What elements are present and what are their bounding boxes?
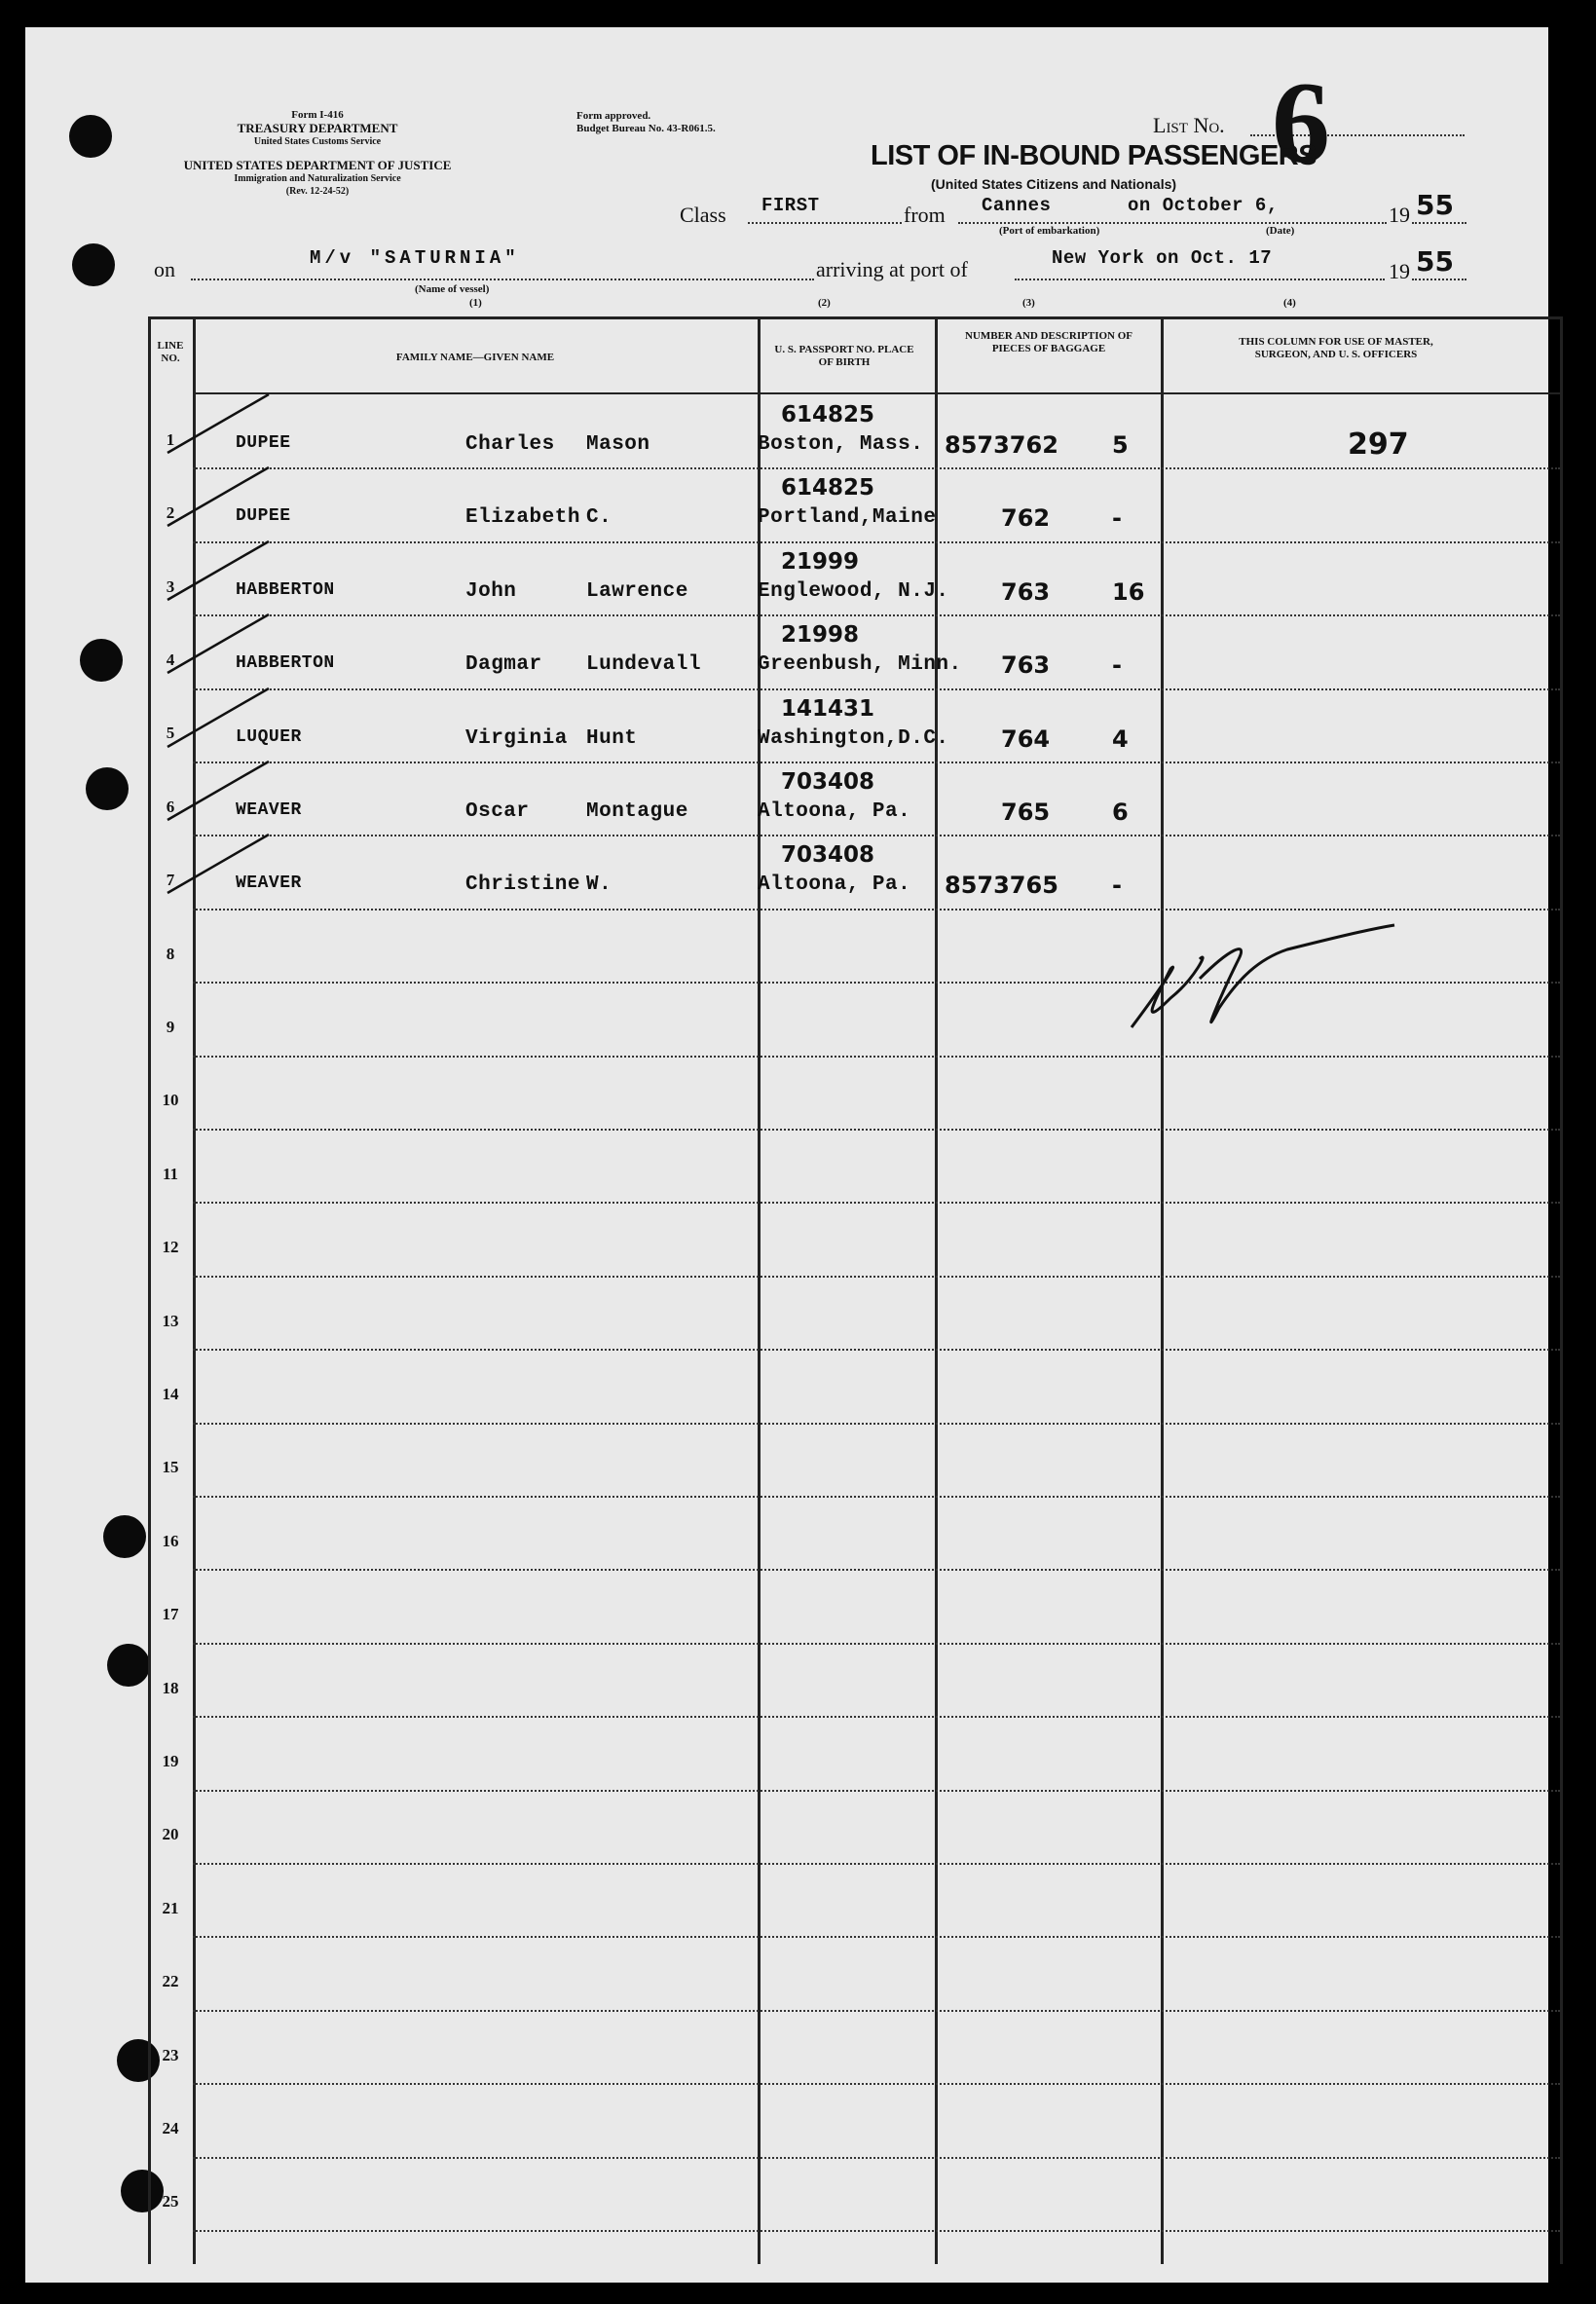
line-number: 12 [162, 1238, 179, 1257]
check-mark-icon [162, 831, 278, 899]
line-number: 6 [166, 797, 175, 816]
baggage-pieces: 4 [1112, 725, 1129, 753]
baggage-pieces: - [1112, 651, 1122, 680]
passport-number: 703408 [781, 842, 875, 869]
punch-hole [107, 1644, 150, 1687]
line-number: 5 [166, 724, 175, 743]
row-rule [193, 614, 1560, 616]
class-label: Class [680, 203, 726, 227]
line-number: 8 [166, 944, 175, 963]
middle-name: C. [586, 506, 612, 530]
col-rule-baggage [1161, 316, 1164, 2264]
line-number: 3 [166, 576, 175, 596]
place-of-birth: Greenbush, Minn. [758, 653, 962, 677]
ticket-number: 763 [1001, 577, 1051, 606]
col-header-name: FAMILY NAME—GIVEN NAME [395, 352, 555, 363]
middle-name: Mason [586, 433, 650, 456]
line-number: 7 [166, 871, 175, 890]
line-number: 24 [162, 2118, 179, 2137]
row-rule [193, 1276, 1560, 1278]
line-number: 20 [162, 1825, 179, 1844]
given-name: Charles [465, 433, 555, 456]
year-line-1 [1412, 222, 1466, 224]
middle-name: Lawrence [586, 579, 688, 603]
line-number: 22 [162, 1972, 179, 1991]
line-number: 25 [162, 2192, 179, 2211]
line-number: 23 [162, 2045, 179, 2064]
form-subtitle: (United States Citizens and Nationals) [931, 176, 1177, 192]
year-prefix-2: 19 [1389, 259, 1410, 283]
form-number: Form I-416 [291, 109, 344, 121]
officer-signature [1102, 920, 1424, 1037]
arriving-label: arriving at port of [816, 257, 968, 281]
middle-name: W. [586, 873, 612, 897]
from-label: from [904, 203, 946, 227]
line-number: 18 [162, 1678, 179, 1697]
line-number: 17 [162, 1605, 179, 1624]
place-of-birth: Altoona, Pa. [758, 873, 911, 897]
arrival-line [1015, 279, 1385, 280]
family-name: DUPEE [236, 506, 291, 527]
family-name: WEAVER [236, 800, 302, 820]
row-rule [193, 2010, 1560, 2012]
check-mark-icon [162, 538, 278, 606]
row-rule [193, 467, 1560, 469]
middle-name: Hunt [586, 726, 638, 750]
date-caption: (Date) [1266, 225, 1295, 237]
col-header-baggage: NUMBER AND DESCRIPTION OF PIECES OF BAGGAGE [964, 330, 1133, 354]
row-rule [193, 1643, 1560, 1645]
line-number: 15 [162, 1458, 179, 1477]
row-rule [193, 1936, 1560, 1938]
vessel-name: M/v "SATURNIA" [310, 247, 520, 269]
row-rule [193, 1349, 1560, 1351]
baggage-pieces: - [1112, 504, 1122, 533]
row-rule [193, 1129, 1560, 1131]
given-name: Christine [465, 873, 580, 897]
row-rule [193, 541, 1560, 543]
line-number: 9 [166, 1017, 175, 1036]
col-rule-right [1560, 316, 1563, 2264]
place-of-birth: Englewood, N.J. [758, 579, 949, 603]
from-line [958, 222, 1387, 224]
form-title: LIST OF IN-BOUND PASSENGERS [871, 140, 1318, 171]
passport-number: 21998 [781, 622, 860, 649]
row-rule [193, 1790, 1560, 1792]
list-number: 6 [1272, 57, 1330, 187]
ticket-number: 764 [1001, 725, 1051, 753]
year-prefix-1: 19 [1389, 203, 1410, 227]
row-rule [193, 762, 1560, 763]
row-rule [193, 1496, 1560, 1498]
baggage-pieces: 5 [1112, 431, 1129, 459]
middle-name: Lundevall [586, 653, 701, 677]
check-mark-icon [162, 390, 278, 459]
col-rule-line [193, 316, 196, 2264]
line-number: 1 [166, 429, 175, 449]
header-bottom-rule [195, 392, 1562, 394]
passport-number: 614825 [781, 475, 875, 502]
justice-dept: UNITED STATES DEPARTMENT OF JUSTICE [183, 158, 452, 172]
line-number: 11 [162, 1164, 179, 1183]
row-rule [193, 1202, 1560, 1204]
passport-number: 614825 [781, 402, 875, 427]
passenger-table [148, 316, 1583, 2284]
vessel-line [191, 279, 814, 280]
col-header-line: LINE NO. [157, 340, 184, 364]
check-mark-icon [162, 464, 278, 532]
given-name: Dagmar [465, 653, 542, 677]
row-rule [193, 1863, 1560, 1865]
class-value: FIRST [761, 195, 820, 216]
row-rule [193, 1423, 1560, 1425]
line-number: 19 [162, 1751, 179, 1770]
row-rule [193, 1569, 1560, 1571]
line-number: 4 [166, 650, 175, 669]
ticket-number: 8573762 [945, 431, 1058, 459]
ticket-number: 8573765 [945, 872, 1058, 900]
ticket-number: 762 [1001, 504, 1051, 533]
embarkation-date: on October 6, [1128, 195, 1279, 216]
family-name: LUQUER [236, 726, 302, 747]
year-1: 55 [1416, 189, 1454, 221]
place-of-birth: Portland,Maine [758, 506, 937, 530]
check-mark-icon [162, 611, 278, 679]
line-number: 21 [162, 1898, 179, 1917]
punch-hole [103, 1515, 146, 1558]
ticket-number: 763 [1001, 651, 1051, 680]
port-embarkation: Cannes [982, 195, 1052, 216]
customs-service: United States Customs Service [253, 136, 382, 147]
family-name: HABBERTON [236, 579, 335, 600]
place-of-birth: Boston, Mass. [758, 433, 924, 456]
treasury-dept: TREASURY DEPARTMENT [237, 121, 398, 135]
arrival-port-date: New York on Oct. 17 [1052, 247, 1273, 269]
baggage-pieces: - [1112, 872, 1122, 900]
row-rule [193, 909, 1560, 910]
baggage-pieces: 16 [1112, 577, 1145, 606]
given-name: Elizabeth [465, 506, 580, 530]
class-line [748, 222, 902, 224]
caption-3: (3) [1022, 297, 1035, 309]
check-mark-icon [162, 685, 278, 753]
col-header-officers: THIS COLUMN FOR USE OF MASTER, SURGEON, AND U. S. OFFICERS [1239, 336, 1433, 360]
passport-number: 21999 [781, 548, 860, 575]
vessel-caption: (Name of vessel) [415, 283, 490, 295]
line-number: 2 [166, 503, 175, 523]
family-name: DUPEE [236, 433, 291, 453]
check-mark-icon [162, 758, 278, 826]
caption-4: (4) [1283, 297, 1296, 309]
col-header-passport: U. S. PASSPORT NO. PLACE OF BIRTH [774, 344, 914, 368]
place-of-birth: Washington,D.C. [758, 726, 949, 750]
row-rule [193, 1716, 1560, 1718]
table-top-rule [148, 316, 1562, 319]
given-name: Oscar [465, 800, 530, 823]
caption-2: (2) [818, 297, 831, 309]
caption-1: (1) [469, 297, 482, 309]
family-name: WEAVER [236, 873, 302, 894]
middle-name: Montague [586, 800, 688, 823]
punch-hole [69, 115, 112, 158]
row-rule [193, 835, 1560, 836]
line-number: 13 [162, 1311, 179, 1330]
punch-hole [80, 639, 123, 682]
row-rule [193, 2157, 1560, 2159]
passport-number: 703408 [781, 769, 875, 795]
form-sheet [25, 27, 1548, 2283]
passport-number: 141431 [781, 695, 875, 722]
year-line-2 [1412, 279, 1466, 280]
budget-bureau: Budget Bureau No. 43-R061.5. [576, 123, 716, 134]
port-caption: (Port of embarkation) [999, 225, 1100, 237]
row-rule [193, 688, 1560, 690]
col-rule-passport [935, 316, 938, 2264]
line-number: 14 [162, 1384, 179, 1403]
row-rule [193, 2230, 1560, 2232]
given-name: Virginia [465, 726, 568, 750]
list-no-label: List No. [1153, 113, 1225, 137]
row-rule [193, 1056, 1560, 1058]
baggage-pieces: 6 [1112, 799, 1129, 826]
col-rule-name [758, 316, 761, 2264]
ins-service: Immigration and Naturalization Service [234, 173, 401, 184]
line-number: 10 [162, 1091, 179, 1110]
punch-hole [72, 243, 115, 286]
form-approved: Form approved. [576, 110, 651, 122]
ticket-number: 765 [1001, 799, 1051, 826]
family-name: HABBERTON [236, 653, 335, 674]
line-number: 16 [162, 1531, 179, 1550]
year-2: 55 [1416, 245, 1454, 278]
place-of-birth: Altoona, Pa. [758, 800, 911, 823]
given-name: John [465, 579, 517, 603]
on-label: on [154, 257, 175, 281]
officer-note: 297 [1348, 427, 1409, 462]
row-rule [193, 2083, 1560, 2085]
revision: (Rev. 12-24-52) [285, 186, 350, 197]
punch-hole [86, 767, 129, 810]
